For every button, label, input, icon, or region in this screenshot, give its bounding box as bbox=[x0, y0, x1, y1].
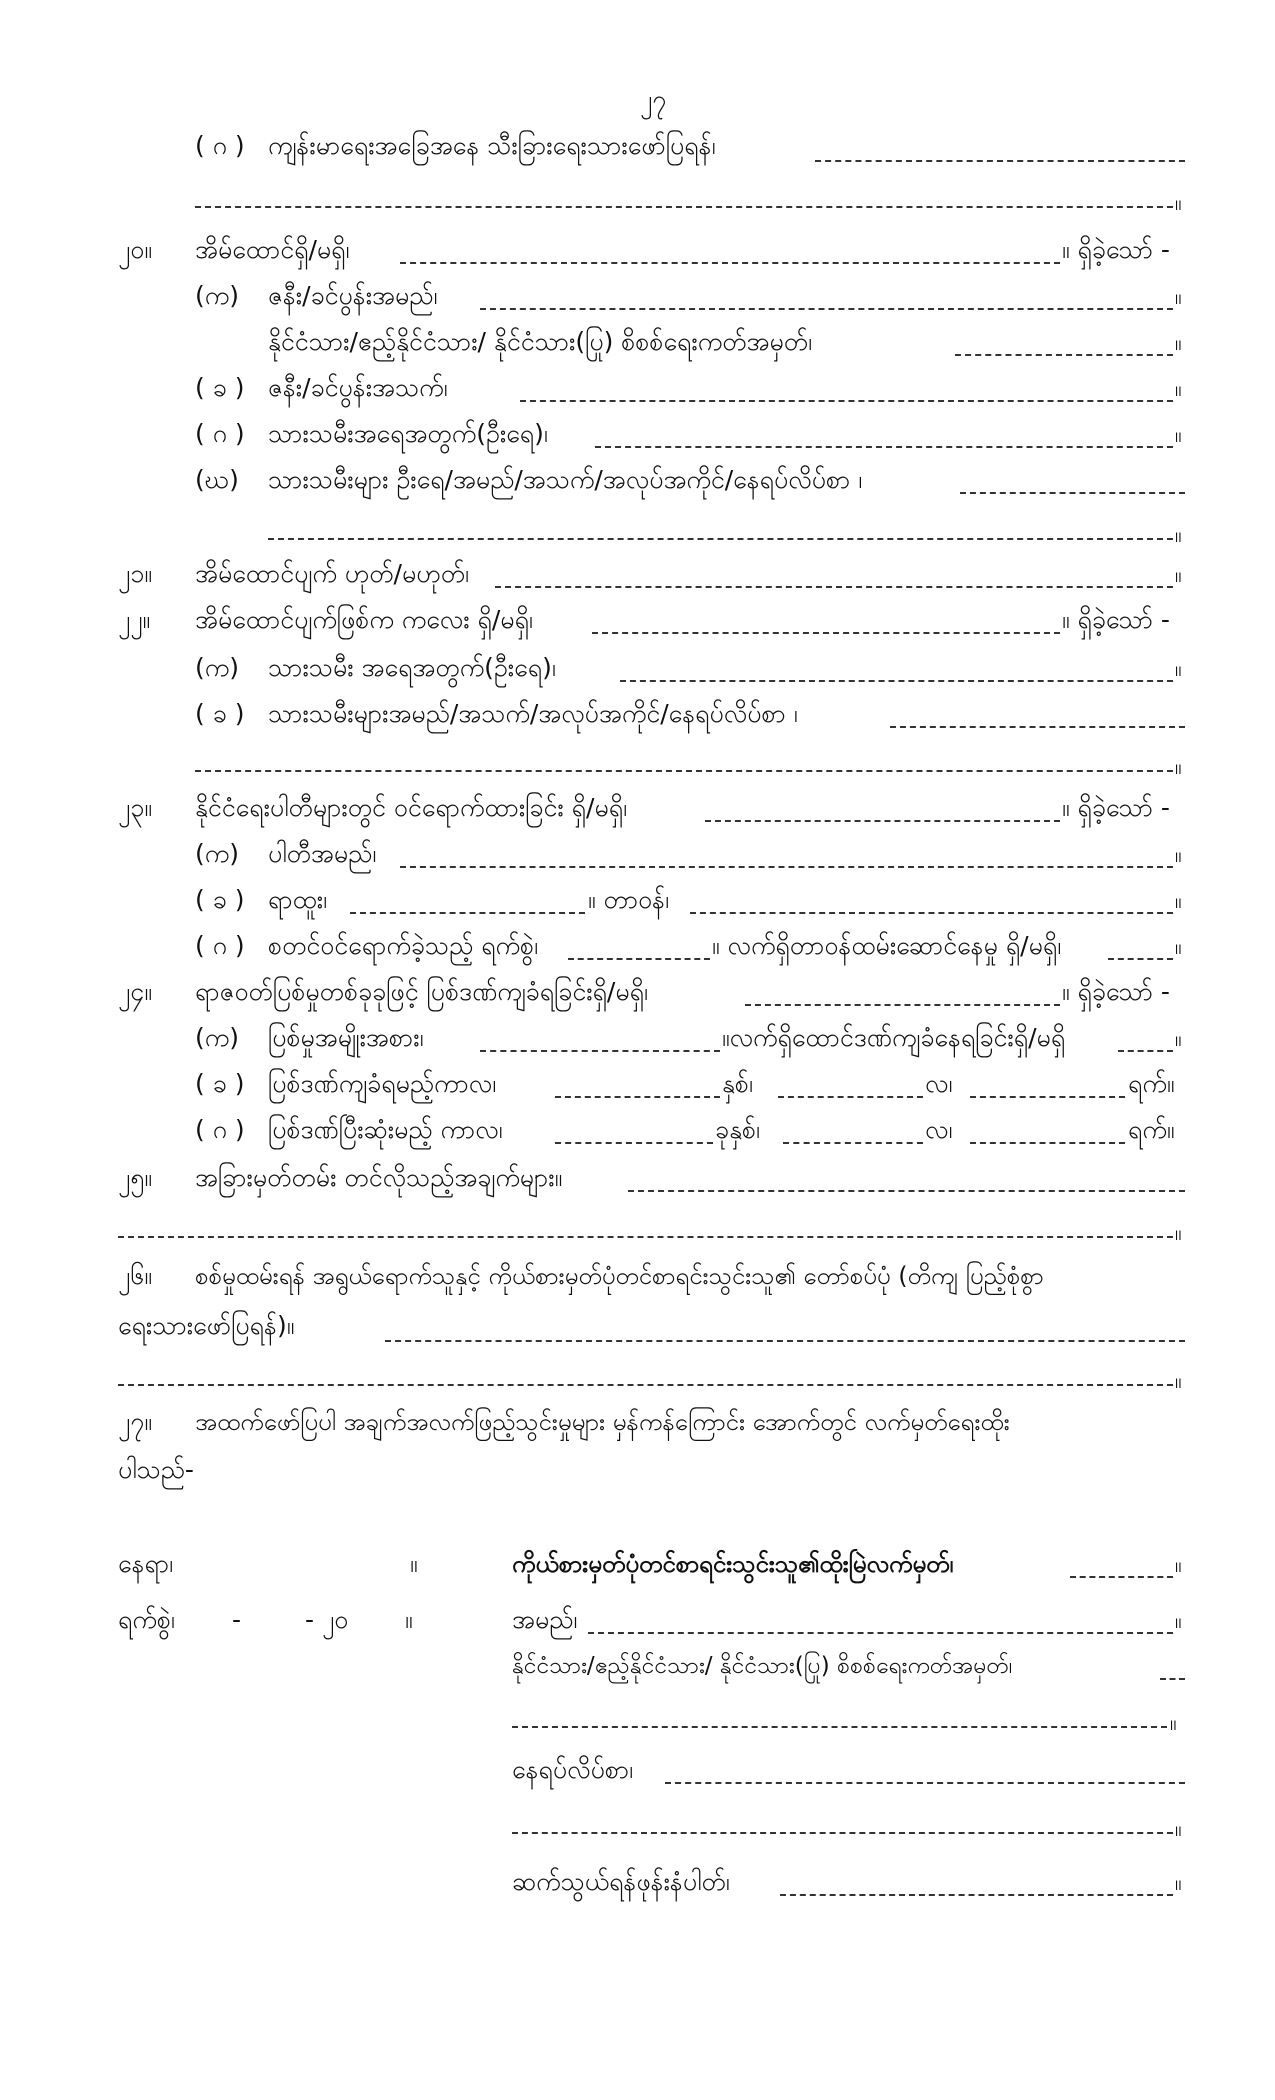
q24b-day-label: ရက်။ bbox=[1128, 1069, 1175, 1098]
q24b-marker: ( ခ ) bbox=[195, 1069, 245, 1098]
q24c-day-field[interactable] bbox=[970, 1142, 1125, 1144]
address-field-2[interactable] bbox=[512, 1832, 1173, 1834]
q23a-label: ပါတီအမည်၊ bbox=[268, 839, 377, 868]
q24c-day-label: ရက်။ bbox=[1128, 1115, 1175, 1144]
q25-label: အခြားမှတ်တမ်း တင်လိုသည့်အချက်များ။ bbox=[195, 1163, 563, 1192]
q24c-month-field[interactable] bbox=[783, 1142, 923, 1144]
q21-number: ၂၁။ bbox=[118, 559, 152, 588]
q20-label: အိမ်ထောင်ရှိ/မရှိ၊ bbox=[195, 235, 350, 264]
q24a-current-label: ။လက်ရှိထောင်ဒဏ်ကျခံနေရခြင်းရှိ/မရှိ bbox=[722, 1023, 1066, 1052]
q23c-current-label: ။ လက်ရှိတာဝန်ထမ်းဆောင်နေမှု ရှိ/မရှိ၊ bbox=[712, 931, 1062, 960]
q20-tail: ။ ရှိခဲ့သော် - bbox=[1062, 235, 1170, 264]
q23c-date-field[interactable] bbox=[568, 958, 710, 960]
q21-label: အိမ်ထောင်ပျက် ဟုတ်/မဟုတ်၊ bbox=[195, 559, 470, 588]
q20b-field[interactable] bbox=[520, 400, 1173, 402]
date-end: ။ bbox=[405, 1605, 413, 1634]
q24-label: ရာဇဝတ်ပြစ်မှုတစ်ခုခုဖြင့် ပြစ်ဒဏ်ကျခံရခြင်းရှိ/မရှိ၊ bbox=[195, 977, 648, 1006]
q23-tail: ။ ရှိခဲ့သော် - bbox=[1062, 793, 1170, 822]
q23b-end: ။ bbox=[1175, 889, 1182, 914]
q23c-label: စတင်ဝင်ရောက်ခဲ့သည့် ရက်စွဲ၊ bbox=[268, 931, 539, 960]
q26-field[interactable] bbox=[385, 1340, 1185, 1342]
q24-tail: ။ ရှိခဲ့သော် - bbox=[1062, 977, 1170, 1006]
q22-label: အိမ်ထောင်ပျက်ဖြစ်က ကလေး ရှိ/မရှိ၊ bbox=[195, 605, 533, 634]
q23-label: နိုင်ငံရေးပါတီများတွင် ဝင်ရောက်ထားခြင်း ရှိ/မရှိ၊ bbox=[195, 793, 628, 822]
q22a-label: သားသမီး အရေအတွက်(ဦးရေ)၊ bbox=[268, 653, 556, 682]
q20c-end: ။ bbox=[1175, 423, 1182, 448]
name-label: အမည်၊ bbox=[512, 1605, 578, 1634]
date-sep-2: - ၂၀ bbox=[305, 1605, 349, 1634]
date-label: ရက်စွဲ၊ bbox=[118, 1605, 175, 1634]
q24a-type-field[interactable] bbox=[480, 1050, 720, 1052]
q24a-end: ။ bbox=[1175, 1027, 1182, 1052]
q20d-marker: (ဃ) bbox=[195, 465, 239, 494]
nrc-label: နိုင်ငံသား/ဧည့်နိုင်ငံသား/ နိုင်ငံသား(ပြု) စိစစ်ရေးကတ်အမှတ်၊ bbox=[512, 1653, 1013, 1679]
q20a-marker: (က) bbox=[195, 281, 239, 310]
q20a2-label: နိုင်ငံသား/ဧည့်နိုင်ငံသား/ နိုင်ငံသား(ပြု) စိစစ်ရေးကတ်အမှတ်၊ bbox=[268, 327, 813, 356]
q20b-end: ။ bbox=[1175, 377, 1182, 402]
q22b-field-2[interactable] bbox=[195, 770, 1173, 772]
q20c-label: သားသမီးအရေအတွက်(ဦးရေ)၊ bbox=[268, 419, 548, 448]
q20-number: ၂၀။ bbox=[118, 235, 152, 264]
q22-field[interactable] bbox=[592, 632, 1060, 634]
q25-number: ၂၅။ bbox=[118, 1163, 152, 1192]
signature-end: ။ bbox=[1175, 1553, 1182, 1578]
q27-number: ၂၇။ bbox=[118, 1407, 152, 1436]
q23a-end: ။ bbox=[1175, 843, 1182, 868]
q23c-current-field[interactable] bbox=[1108, 958, 1173, 960]
place-label: နေရာ၊ bbox=[118, 1549, 174, 1578]
q24c-year-label: ခုနှစ်၊ bbox=[715, 1115, 760, 1144]
q20c-field[interactable] bbox=[595, 446, 1173, 448]
q20a-field[interactable] bbox=[480, 308, 1173, 310]
q24c-month-label: လ၊ bbox=[925, 1115, 953, 1144]
q22b-end: ။ bbox=[1175, 755, 1182, 780]
q20a-end: ။ bbox=[1175, 285, 1182, 310]
q20a2-end: ။ bbox=[1175, 331, 1182, 356]
q23b-marker: ( ခ ) bbox=[195, 885, 245, 914]
q24-field[interactable] bbox=[745, 1004, 1060, 1006]
signature-field[interactable] bbox=[1070, 1576, 1173, 1578]
q23-field[interactable] bbox=[705, 820, 1060, 822]
phone-end: ။ bbox=[1175, 1871, 1182, 1896]
q24b-year-field[interactable] bbox=[555, 1096, 720, 1098]
page-number: ၂၇ bbox=[640, 85, 667, 114]
q22b-field[interactable] bbox=[890, 726, 1185, 728]
q20d-field[interactable] bbox=[960, 492, 1185, 494]
q23c-marker: ( ဂ ) bbox=[195, 931, 245, 960]
q23b-duty-label: ။ တာဝန်၊ bbox=[588, 885, 670, 914]
phone-field[interactable] bbox=[780, 1894, 1173, 1896]
q22a-field[interactable] bbox=[620, 680, 1173, 682]
q20d-field-2[interactable] bbox=[268, 538, 1173, 540]
health-end: ။ bbox=[1175, 191, 1182, 216]
address-label: နေရပ်လိပ်စာ၊ bbox=[512, 1755, 634, 1784]
address-field[interactable] bbox=[665, 1782, 1185, 1784]
q22b-marker: ( ခ ) bbox=[195, 699, 245, 728]
q25-end: ။ bbox=[1175, 1221, 1182, 1246]
q23b-duty-field[interactable] bbox=[690, 912, 1173, 914]
nrc-field-2[interactable] bbox=[512, 1726, 1167, 1728]
q24b-year-label: နှစ်၊ bbox=[722, 1069, 753, 1098]
q26-text-1: စစ်မှုထမ်းရန် အရွယ်ရောက်သူနှင့် ကိုယ်စားမှတ်ပုံတင်စာရင်းသွင်းသူ၏ တော်စပ်ပုံ (တိကျ ပြည့်စုံစွာ bbox=[195, 1262, 1044, 1290]
q26-text-2: ရေးသားဖော်ပြရန်)။ bbox=[118, 1311, 295, 1340]
q24a-label: ပြစ်မှုအမျိုးအစား၊ bbox=[268, 1023, 424, 1052]
health-marker: ( ဂ ) bbox=[195, 131, 245, 160]
q24b-label: ပြစ်ဒဏ်ကျခံရမည့်ကာလ၊ bbox=[268, 1069, 497, 1098]
q23a-marker: (က) bbox=[195, 839, 239, 868]
q24b-month-field[interactable] bbox=[778, 1096, 923, 1098]
place-end: ။ bbox=[410, 1549, 418, 1578]
q23b-label: ရာထူး၊ bbox=[268, 885, 328, 914]
q20c-marker: ( ဂ ) bbox=[195, 419, 245, 448]
q20d-end: ။ bbox=[1175, 523, 1182, 548]
q21-field[interactable] bbox=[495, 586, 1173, 588]
q27-text-1: အထက်ဖော်ပြပါ အချက်အလက်ဖြည့်သွင်းမှုများ မှန်ကန်ကြောင်း အောက်တွင် လက်မှတ်ရေးထိုး bbox=[195, 1408, 1010, 1436]
q21-end: ။ bbox=[1175, 563, 1182, 588]
health-field-2[interactable] bbox=[195, 206, 1173, 208]
nrc-field[interactable] bbox=[1160, 1678, 1185, 1680]
q26-number: ၂၆။ bbox=[118, 1261, 152, 1290]
q25-field[interactable] bbox=[628, 1190, 1185, 1192]
q23b-position-field[interactable] bbox=[350, 912, 585, 914]
q23c-end: ။ bbox=[1175, 935, 1182, 960]
q20b-marker: ( ခ ) bbox=[195, 373, 245, 402]
health-field[interactable] bbox=[815, 160, 1185, 162]
q22-number: ၂၂။ bbox=[118, 605, 151, 634]
q27-text-2: ပါသည်- bbox=[118, 1455, 194, 1484]
name-field[interactable] bbox=[588, 1632, 1173, 1634]
phone-label: ဆက်သွယ်ရန်ဖုန်းနံပါတ်၊ bbox=[512, 1867, 730, 1896]
q26-end: ။ bbox=[1175, 1369, 1182, 1394]
nrc-end: ။ bbox=[1170, 1711, 1177, 1736]
date-sep-1: - bbox=[232, 1605, 242, 1634]
address-end: ။ bbox=[1175, 1817, 1182, 1842]
q24a-current-field[interactable] bbox=[1118, 1050, 1173, 1052]
q23a-field[interactable] bbox=[400, 866, 1173, 868]
q22a-end: ။ bbox=[1175, 657, 1182, 682]
q24c-marker: ( ဂ ) bbox=[195, 1115, 245, 1144]
q20b-label: ဇနီး/ခင်ပွန်းအသက်၊ bbox=[268, 373, 448, 402]
q22-tail: ။ ရှိခဲ့သော် - bbox=[1062, 605, 1170, 634]
q24-number: ၂၄။ bbox=[118, 977, 152, 1006]
q20a2-field[interactable] bbox=[955, 354, 1173, 356]
q26-field-2[interactable] bbox=[118, 1384, 1173, 1386]
signature-label: ကိုယ်စားမှတ်ပုံတင်စာရင်းသွင်းသူ၏ထိုးမြဲလက်မှတ်၊ bbox=[512, 1550, 954, 1578]
q24a-marker: (က) bbox=[195, 1023, 239, 1052]
q24b-day-field[interactable] bbox=[970, 1096, 1125, 1098]
q20a-label: ဇနီး/ခင်ပွန်းအမည်၊ bbox=[268, 281, 438, 310]
name-end: ။ bbox=[1175, 1609, 1182, 1634]
q24c-year-field[interactable] bbox=[555, 1142, 713, 1144]
q20d-label: သားသမီးများ ဦးရေ/အမည်/အသက်/အလုပ်အကိုင်/နေရပ်လိပ်စာ ၊ bbox=[268, 465, 863, 494]
q25-field-2[interactable] bbox=[118, 1236, 1173, 1238]
q22a-marker: (က) bbox=[195, 653, 239, 682]
q24c-label: ပြစ်ဒဏ်ပြီးဆုံးမည့် ကာလ၊ bbox=[268, 1115, 503, 1144]
q22b-label: သားသမီးများအမည်/အသက်/အလုပ်အကိုင်/နေရပ်လိပ်စာ ၊ bbox=[268, 699, 798, 728]
q24b-month-label: လ၊ bbox=[925, 1069, 953, 1098]
health-label: ကျန်းမာရေးအခြေအနေ သီးခြားရေးသားဖော်ပြရန်၊ bbox=[268, 131, 716, 160]
q20-field[interactable] bbox=[400, 262, 1060, 264]
q23-number: ၂၃။ bbox=[118, 793, 152, 822]
